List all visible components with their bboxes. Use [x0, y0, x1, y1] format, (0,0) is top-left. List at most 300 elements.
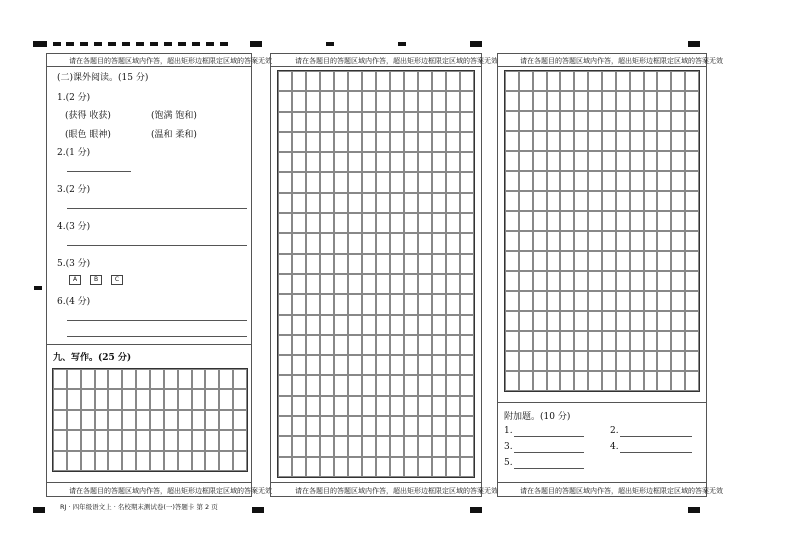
grid-cell[interactable]: [574, 151, 588, 171]
q6-answer-line[interactable]: [67, 336, 247, 337]
grid-cell[interactable]: [278, 172, 292, 192]
grid-cell[interactable]: [644, 371, 658, 391]
grid-cell[interactable]: [376, 254, 390, 274]
grid-cell[interactable]: [547, 231, 561, 251]
grid-cell[interactable]: [348, 213, 362, 233]
grid-cell[interactable]: [418, 172, 432, 192]
grid-cell[interactable]: [108, 369, 122, 389]
writing-grid[interactable]: [277, 70, 475, 478]
grid-cell[interactable]: [122, 451, 136, 471]
grid-cell[interactable]: [547, 171, 561, 191]
grid-cell[interactable]: [362, 193, 376, 213]
grid-cell[interactable]: [588, 111, 602, 131]
grid-cell[interactable]: [376, 416, 390, 436]
grid-cell[interactable]: [348, 172, 362, 192]
grid-cell[interactable]: [306, 436, 320, 456]
grid-cell[interactable]: [334, 436, 348, 456]
grid-cell[interactable]: [630, 111, 644, 131]
grid-cell[interactable]: [630, 131, 644, 151]
grid-cell[interactable]: [233, 389, 247, 409]
grid-cell[interactable]: [362, 375, 376, 395]
grid-cell[interactable]: [574, 211, 588, 231]
grid-cell[interactable]: [588, 211, 602, 231]
grid-cell[interactable]: [192, 369, 206, 389]
grid-cell[interactable]: [446, 132, 460, 152]
grid-cell[interactable]: [460, 294, 474, 314]
grid-cell[interactable]: [334, 335, 348, 355]
grid-cell[interactable]: [657, 251, 671, 271]
grid-cell[interactable]: [178, 369, 192, 389]
grid-cell[interactable]: [616, 171, 630, 191]
grid-cell[interactable]: [95, 430, 109, 450]
grid-cell[interactable]: [278, 254, 292, 274]
grid-cell[interactable]: [685, 191, 699, 211]
grid-cell[interactable]: [306, 335, 320, 355]
grid-cell[interactable]: [460, 274, 474, 294]
grid-cell[interactable]: [560, 151, 574, 171]
grid-cell[interactable]: [560, 371, 574, 391]
grid-cell[interactable]: [588, 131, 602, 151]
grid-cell[interactable]: [334, 172, 348, 192]
grid-cell[interactable]: [630, 271, 644, 291]
grid-cell[interactable]: [122, 410, 136, 430]
grid-cell[interactable]: [685, 171, 699, 191]
grid-cell[interactable]: [671, 311, 685, 331]
grid-cell[interactable]: [418, 233, 432, 253]
grid-cell[interactable]: [630, 311, 644, 331]
grid-cell[interactable]: [616, 231, 630, 251]
grid-cell[interactable]: [390, 132, 404, 152]
grid-cell[interactable]: [588, 311, 602, 331]
grid-cell[interactable]: [278, 152, 292, 172]
grid-cell[interactable]: [685, 151, 699, 171]
grid-cell[interactable]: [560, 191, 574, 211]
grid-cell[interactable]: [588, 291, 602, 311]
grid-cell[interactable]: [560, 251, 574, 271]
grid-cell[interactable]: [418, 152, 432, 172]
grid-cell[interactable]: [390, 172, 404, 192]
grid-cell[interactable]: [574, 71, 588, 91]
grid-cell[interactable]: [560, 71, 574, 91]
grid-cell[interactable]: [533, 331, 547, 351]
grid-cell[interactable]: [292, 91, 306, 111]
grid-cell[interactable]: [418, 193, 432, 213]
grid-cell[interactable]: [362, 457, 376, 477]
grid-cell[interactable]: [122, 389, 136, 409]
grid-cell[interactable]: [616, 311, 630, 331]
grid-cell[interactable]: [657, 111, 671, 131]
grid-cell[interactable]: [390, 71, 404, 91]
grid-cell[interactable]: [685, 111, 699, 131]
grid-cell[interactable]: [306, 416, 320, 436]
grid-cell[interactable]: [178, 430, 192, 450]
grid-cell[interactable]: [164, 389, 178, 409]
grid-cell[interactable]: [460, 91, 474, 111]
grid-cell[interactable]: [657, 311, 671, 331]
grid-cell[interactable]: [404, 457, 418, 477]
grid-cell[interactable]: [362, 274, 376, 294]
grid-cell[interactable]: [671, 91, 685, 111]
grid-cell[interactable]: [390, 355, 404, 375]
grid-cell[interactable]: [446, 436, 460, 456]
grid-cell[interactable]: [362, 91, 376, 111]
grid-cell[interactable]: [192, 410, 206, 430]
grid-cell[interactable]: [320, 335, 334, 355]
grid-cell[interactable]: [362, 152, 376, 172]
grid-cell[interactable]: [418, 375, 432, 395]
grid-cell[interactable]: [644, 211, 658, 231]
grid-cell[interactable]: [602, 131, 616, 151]
grid-cell[interactable]: [685, 331, 699, 351]
grid-cell[interactable]: [588, 271, 602, 291]
grid-cell[interactable]: [122, 369, 136, 389]
grid-cell[interactable]: [334, 132, 348, 152]
grid-cell[interactable]: [178, 410, 192, 430]
grid-cell[interactable]: [233, 451, 247, 471]
grid-cell[interactable]: [334, 457, 348, 477]
grid-cell[interactable]: [278, 213, 292, 233]
grid-cell[interactable]: [320, 91, 334, 111]
grid-cell[interactable]: [376, 172, 390, 192]
grid-cell[interactable]: [519, 91, 533, 111]
grid-cell[interactable]: [671, 291, 685, 311]
grid-cell[interactable]: [519, 111, 533, 131]
grid-cell[interactable]: [644, 171, 658, 191]
grid-cell[interactable]: [602, 111, 616, 131]
grid-cell[interactable]: [630, 91, 644, 111]
grid-cell[interactable]: [390, 233, 404, 253]
grid-cell[interactable]: [306, 294, 320, 314]
grid-cell[interactable]: [362, 416, 376, 436]
grid-cell[interactable]: [292, 233, 306, 253]
grid-cell[interactable]: [533, 71, 547, 91]
grid-cell[interactable]: [630, 231, 644, 251]
grid-cell[interactable]: [630, 71, 644, 91]
grid-cell[interactable]: [390, 112, 404, 132]
grid-cell[interactable]: [505, 171, 519, 191]
grid-cell[interactable]: [671, 231, 685, 251]
grid-cell[interactable]: [547, 91, 561, 111]
grid-cell[interactable]: [292, 274, 306, 294]
grid-cell[interactable]: [505, 191, 519, 211]
grid-cell[interactable]: [320, 132, 334, 152]
grid-cell[interactable]: [376, 193, 390, 213]
grid-cell[interactable]: [460, 193, 474, 213]
grid-cell[interactable]: [334, 254, 348, 274]
grid-cell[interactable]: [547, 251, 561, 271]
grid-cell[interactable]: [446, 213, 460, 233]
grid-cell[interactable]: [205, 369, 219, 389]
grid-cell[interactable]: [53, 389, 67, 409]
grid-cell[interactable]: [306, 375, 320, 395]
blank-answer-line[interactable]: [514, 436, 584, 437]
grid-cell[interactable]: [446, 71, 460, 91]
grid-cell[interactable]: [348, 193, 362, 213]
grid-cell[interactable]: [574, 311, 588, 331]
grid-cell[interactable]: [533, 191, 547, 211]
grid-cell[interactable]: [432, 193, 446, 213]
grid-cell[interactable]: [205, 410, 219, 430]
grid-cell[interactable]: [446, 335, 460, 355]
grid-cell[interactable]: [362, 254, 376, 274]
grid-cell[interactable]: [505, 71, 519, 91]
grid-cell[interactable]: [348, 416, 362, 436]
grid-cell[interactable]: [376, 132, 390, 152]
grid-cell[interactable]: [560, 111, 574, 131]
grid-cell[interactable]: [574, 271, 588, 291]
grid-cell[interactable]: [334, 416, 348, 436]
grid-cell[interactable]: [602, 331, 616, 351]
grid-cell[interactable]: [630, 331, 644, 351]
grid-cell[interactable]: [404, 315, 418, 335]
grid-cell[interactable]: [362, 355, 376, 375]
grid-cell[interactable]: [671, 331, 685, 351]
grid-cell[interactable]: [320, 315, 334, 335]
grid-cell[interactable]: [404, 375, 418, 395]
grid-cell[interactable]: [164, 410, 178, 430]
grid-cell[interactable]: [348, 294, 362, 314]
grid-cell[interactable]: [278, 294, 292, 314]
grid-cell[interactable]: [376, 457, 390, 477]
grid-cell[interactable]: [306, 132, 320, 152]
grid-cell[interactable]: [136, 369, 150, 389]
grid-cell[interactable]: [192, 430, 206, 450]
grid-cell[interactable]: [519, 251, 533, 271]
grid-cell[interactable]: [616, 91, 630, 111]
grid-cell[interactable]: [460, 355, 474, 375]
grid-cell[interactable]: [404, 152, 418, 172]
q2-answer-line[interactable]: [67, 171, 131, 172]
grid-cell[interactable]: [136, 389, 150, 409]
grid-cell[interactable]: [616, 131, 630, 151]
grid-cell[interactable]: [460, 233, 474, 253]
grid-cell[interactable]: [306, 112, 320, 132]
grid-cell[interactable]: [574, 331, 588, 351]
grid-cell[interactable]: [219, 451, 233, 471]
grid-cell[interactable]: [460, 436, 474, 456]
grid-cell[interactable]: [320, 213, 334, 233]
grid-cell[interactable]: [505, 151, 519, 171]
grid-cell[interactable]: [446, 274, 460, 294]
grid-cell[interactable]: [404, 416, 418, 436]
grid-cell[interactable]: [432, 396, 446, 416]
grid-cell[interactable]: [533, 151, 547, 171]
grid-cell[interactable]: [574, 111, 588, 131]
grid-cell[interactable]: [292, 254, 306, 274]
grid-cell[interactable]: [560, 311, 574, 331]
grid-cell[interactable]: [334, 152, 348, 172]
grid-cell[interactable]: [320, 294, 334, 314]
grid-cell[interactable]: [334, 233, 348, 253]
grid-cell[interactable]: [432, 132, 446, 152]
grid-cell[interactable]: [278, 396, 292, 416]
grid-cell[interactable]: [519, 171, 533, 191]
grid-cell[interactable]: [292, 152, 306, 172]
grid-cell[interactable]: [292, 396, 306, 416]
grid-cell[interactable]: [685, 211, 699, 231]
grid-cell[interactable]: [519, 291, 533, 311]
grid-cell[interactable]: [108, 389, 122, 409]
grid-cell[interactable]: [644, 251, 658, 271]
blank-answer-line[interactable]: [620, 436, 692, 437]
grid-cell[interactable]: [460, 172, 474, 192]
grid-cell[interactable]: [533, 311, 547, 331]
grid-cell[interactable]: [178, 451, 192, 471]
grid-cell[interactable]: [685, 351, 699, 371]
grid-cell[interactable]: [292, 457, 306, 477]
grid-cell[interactable]: [320, 396, 334, 416]
grid-cell[interactable]: [657, 211, 671, 231]
grid-cell[interactable]: [390, 315, 404, 335]
grid-cell[interactable]: [547, 71, 561, 91]
grid-cell[interactable]: [108, 430, 122, 450]
writing-grid[interactable]: [52, 368, 248, 472]
grid-cell[interactable]: [108, 410, 122, 430]
grid-cell[interactable]: [671, 351, 685, 371]
grid-cell[interactable]: [657, 371, 671, 391]
grid-cell[interactable]: [685, 311, 699, 331]
grid-cell[interactable]: [348, 335, 362, 355]
grid-cell[interactable]: [685, 71, 699, 91]
writing-grid[interactable]: [504, 70, 700, 392]
grid-cell[interactable]: [320, 436, 334, 456]
grid-cell[interactable]: [390, 375, 404, 395]
grid-cell[interactable]: [602, 251, 616, 271]
grid-cell[interactable]: [616, 151, 630, 171]
grid-cell[interactable]: [376, 91, 390, 111]
grid-cell[interactable]: [278, 375, 292, 395]
grid-cell[interactable]: [418, 254, 432, 274]
grid-cell[interactable]: [404, 193, 418, 213]
grid-cell[interactable]: [644, 291, 658, 311]
grid-cell[interactable]: [657, 91, 671, 111]
grid-cell[interactable]: [278, 355, 292, 375]
grid-cell[interactable]: [588, 331, 602, 351]
grid-cell[interactable]: [348, 315, 362, 335]
grid-cell[interactable]: [233, 430, 247, 450]
grid-cell[interactable]: [376, 274, 390, 294]
grid-cell[interactable]: [460, 132, 474, 152]
grid-cell[interactable]: [136, 430, 150, 450]
grid-cell[interactable]: [533, 171, 547, 191]
grid-cell[interactable]: [547, 351, 561, 371]
grid-cell[interactable]: [574, 251, 588, 271]
grid-cell[interactable]: [362, 233, 376, 253]
grid-cell[interactable]: [630, 371, 644, 391]
grid-cell[interactable]: [533, 271, 547, 291]
grid-cell[interactable]: [292, 294, 306, 314]
grid-cell[interactable]: [67, 369, 81, 389]
grid-cell[interactable]: [376, 335, 390, 355]
grid-cell[interactable]: [334, 193, 348, 213]
grid-cell[interactable]: [432, 152, 446, 172]
grid-cell[interactable]: [404, 274, 418, 294]
grid-cell[interactable]: [588, 71, 602, 91]
grid-cell[interactable]: [505, 131, 519, 151]
grid-cell[interactable]: [588, 251, 602, 271]
grid-cell[interactable]: [533, 371, 547, 391]
grid-cell[interactable]: [519, 191, 533, 211]
grid-cell[interactable]: [404, 294, 418, 314]
grid-cell[interactable]: [320, 254, 334, 274]
grid-cell[interactable]: [432, 416, 446, 436]
grid-cell[interactable]: [446, 416, 460, 436]
grid-cell[interactable]: [644, 151, 658, 171]
grid-cell[interactable]: [446, 457, 460, 477]
grid-cell[interactable]: [547, 191, 561, 211]
grid-cell[interactable]: [292, 375, 306, 395]
grid-cell[interactable]: [95, 389, 109, 409]
grid-cell[interactable]: [390, 436, 404, 456]
grid-cell[interactable]: [348, 91, 362, 111]
q6-answer-line[interactable]: [67, 320, 247, 321]
grid-cell[interactable]: [53, 369, 67, 389]
grid-cell[interactable]: [150, 369, 164, 389]
grid-cell[interactable]: [460, 112, 474, 132]
grid-cell[interactable]: [560, 171, 574, 191]
grid-cell[interactable]: [150, 451, 164, 471]
grid-cell[interactable]: [376, 294, 390, 314]
grid-cell[interactable]: [390, 335, 404, 355]
grid-cell[interactable]: [320, 233, 334, 253]
choice-box-c[interactable]: C: [111, 275, 123, 285]
grid-cell[interactable]: [644, 231, 658, 251]
grid-cell[interactable]: [205, 389, 219, 409]
grid-cell[interactable]: [446, 193, 460, 213]
choice-box-a[interactable]: A: [69, 275, 81, 285]
grid-cell[interactable]: [616, 111, 630, 131]
grid-cell[interactable]: [588, 91, 602, 111]
grid-cell[interactable]: [278, 71, 292, 91]
grid-cell[interactable]: [644, 71, 658, 91]
grid-cell[interactable]: [192, 451, 206, 471]
grid-cell[interactable]: [432, 254, 446, 274]
grid-cell[interactable]: [432, 294, 446, 314]
grid-cell[interactable]: [348, 132, 362, 152]
grid-cell[interactable]: [418, 213, 432, 233]
grid-cell[interactable]: [376, 112, 390, 132]
grid-cell[interactable]: [519, 351, 533, 371]
grid-cell[interactable]: [418, 132, 432, 152]
grid-cell[interactable]: [616, 291, 630, 311]
grid-cell[interactable]: [630, 291, 644, 311]
grid-cell[interactable]: [376, 315, 390, 335]
grid-cell[interactable]: [404, 396, 418, 416]
grid-cell[interactable]: [602, 191, 616, 211]
grid-cell[interactable]: [460, 375, 474, 395]
grid-cell[interactable]: [362, 294, 376, 314]
grid-cell[interactable]: [136, 451, 150, 471]
grid-cell[interactable]: [630, 251, 644, 271]
grid-cell[interactable]: [81, 410, 95, 430]
grid-cell[interactable]: [348, 396, 362, 416]
grid-cell[interactable]: [432, 112, 446, 132]
grid-cell[interactable]: [306, 315, 320, 335]
grid-cell[interactable]: [320, 193, 334, 213]
grid-cell[interactable]: [348, 71, 362, 91]
grid-cell[interactable]: [404, 71, 418, 91]
grid-cell[interactable]: [574, 91, 588, 111]
grid-cell[interactable]: [418, 396, 432, 416]
grid-cell[interactable]: [418, 91, 432, 111]
grid-cell[interactable]: [547, 111, 561, 131]
grid-cell[interactable]: [334, 71, 348, 91]
grid-cell[interactable]: [685, 371, 699, 391]
grid-cell[interactable]: [671, 111, 685, 131]
grid-cell[interactable]: [460, 213, 474, 233]
grid-cell[interactable]: [233, 410, 247, 430]
grid-cell[interactable]: [362, 315, 376, 335]
